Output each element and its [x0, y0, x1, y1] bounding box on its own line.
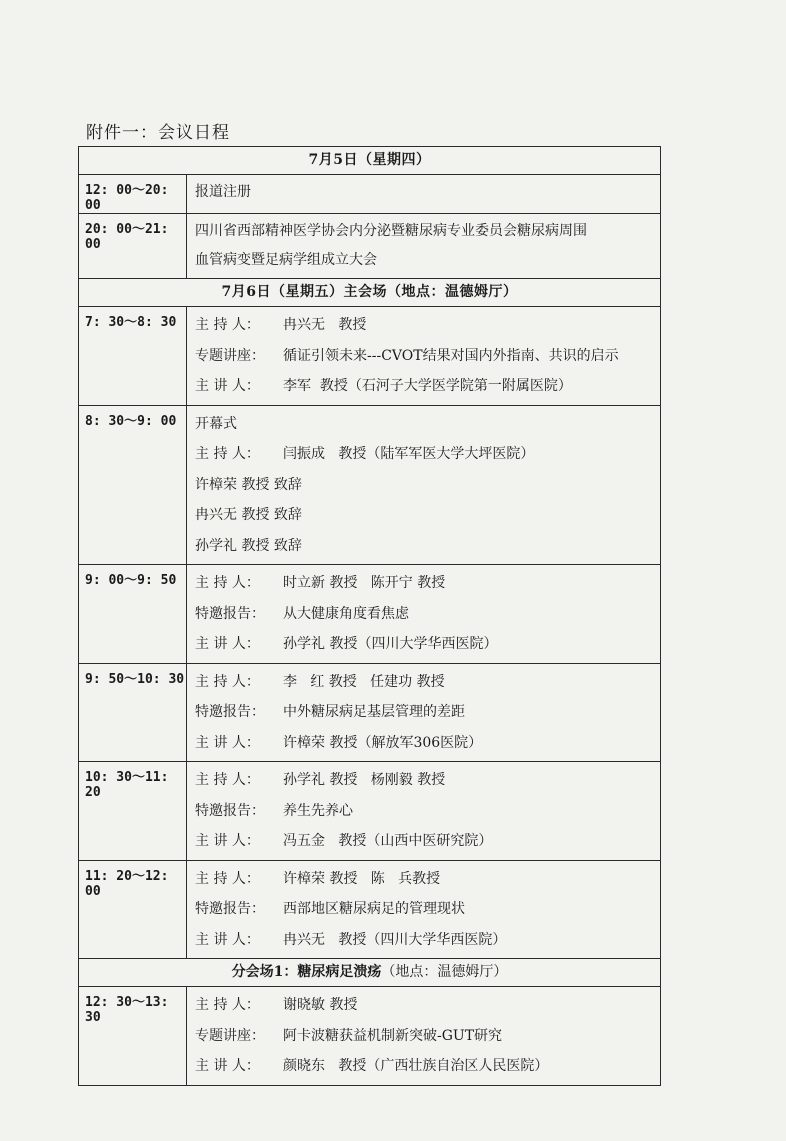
- schedule-table: [78, 146, 661, 1086]
- branch-location: （地点：温德姆厅）: [381, 964, 508, 980]
- item-label: 主 持 人：: [195, 772, 260, 788]
- item-value: 时立新 教授 陈开宁 教授: [283, 575, 446, 591]
- item-value: 孙学礼 教授 杨刚毅 教授: [283, 772, 446, 788]
- item-label: 主 持 人：: [195, 673, 260, 690]
- content-line: [195, 894, 660, 925]
- item-label: 主 持 人：: [195, 997, 260, 1013]
- schedule-row: [79, 565, 661, 664]
- schedule-row: [79, 405, 661, 565]
- item-value: 冉兴无 教授 致辞: [195, 507, 302, 523]
- content-line: [195, 1021, 660, 1052]
- time-slot: 9: 50～10: 30: [79, 663, 187, 762]
- session-content: [187, 663, 661, 762]
- item-label: 主 讲 人：: [195, 1058, 260, 1074]
- item-value: 孙学礼 教授 致辞: [195, 537, 302, 554]
- item-label: 主 讲 人：: [195, 833, 260, 849]
- item-value: 许樟荣 教授（解放军306医院）: [283, 734, 483, 751]
- day-header-row: [79, 147, 661, 175]
- content-line: [195, 531, 660, 562]
- item-value: 许樟荣 教授 陈 兵教授: [283, 870, 441, 887]
- content-line: [195, 439, 660, 470]
- time-slot: 8: 30～9: 00: [79, 405, 187, 565]
- item-value: 冉兴无 教授（四川大学华西医院）: [283, 931, 507, 948]
- time-slot: 12: 30～13: 30: [79, 987, 187, 1086]
- content-line: 四川省西部精神医学协会内分泌暨糖尿病专业委员会糖尿病周围: [195, 223, 587, 239]
- item-label: 专题讲座：: [195, 347, 265, 364]
- item-value: 冯五金 教授（山西中医研究院）: [283, 833, 493, 849]
- time-slot: 12: 00～20: 00: [79, 175, 187, 214]
- content-line: [195, 341, 660, 372]
- item-value: 许樟荣 教授 致辞: [195, 476, 302, 493]
- schedule-row: [79, 860, 661, 959]
- item-value: 从大健康角度看焦虑: [283, 605, 409, 622]
- content-line: [195, 409, 660, 440]
- session-content: [187, 175, 661, 214]
- content-line: [195, 568, 660, 599]
- session-content: [187, 214, 661, 279]
- item-label: 主 讲 人：: [195, 734, 260, 751]
- schedule-row: [79, 762, 661, 861]
- schedule-row: [79, 663, 661, 762]
- item-value: 孙学礼 教授（四川大学华西医院）: [283, 636, 498, 652]
- item-label: 主 讲 人：: [195, 931, 260, 948]
- time-slot: 11: 20～12: 00: [79, 860, 187, 959]
- item-value: 西部地区糖尿病足的管理现状: [283, 901, 465, 917]
- content-line: [195, 728, 660, 759]
- content-line: [195, 796, 660, 827]
- content-line: [195, 310, 660, 341]
- content-line: [195, 500, 660, 531]
- content-line: [195, 864, 660, 895]
- schedule-row: [79, 214, 661, 279]
- day-header-row: [79, 279, 661, 307]
- item-value: 李 红 教授 任建功 教授: [283, 673, 445, 690]
- branch-title: 分会场1：糖尿病足溃疡: [231, 964, 382, 980]
- item-value: 养生先养心: [283, 802, 353, 819]
- item-label: 主 持 人：: [195, 870, 260, 887]
- item-value: 循证引领未来---CVOT结果对国内外指南、共识的启示: [283, 347, 619, 364]
- item-label: 专题讲座：: [195, 1027, 265, 1044]
- document-title: 附件一：会议日程: [86, 123, 230, 143]
- schedule-row: [79, 987, 661, 1086]
- content-line: [195, 1051, 660, 1082]
- time-slot: 7: 30～8: 30: [79, 307, 187, 406]
- item-label: 主 持 人：: [195, 317, 260, 333]
- item-label: 主 讲 人：: [195, 636, 260, 652]
- item-label: 特邀报告：: [195, 605, 265, 622]
- day1-header: 7月5日（星期四）: [79, 147, 661, 175]
- content-line: [195, 990, 660, 1021]
- session-content: [187, 405, 661, 565]
- content-line: 报道注册: [195, 184, 251, 200]
- session-content: [187, 565, 661, 664]
- content-line: [195, 697, 660, 728]
- item-value: 李军 教授（石河子大学医学院第一附属医院）: [283, 378, 572, 394]
- item-label: 主 讲 人：: [195, 378, 260, 394]
- item-value: 谢晓敏 教授: [283, 997, 358, 1013]
- item-value: 中外糖尿病足基层管理的差距: [283, 704, 465, 720]
- item-label: 特邀报告：: [195, 704, 265, 720]
- item-label: 主 持 人：: [195, 575, 260, 591]
- section-header-row: [79, 959, 661, 987]
- content-line: [195, 826, 660, 857]
- item-value: 颜晓东 教授（广西壮族自治区人民医院）: [283, 1058, 549, 1074]
- content-line: [195, 371, 660, 402]
- item-label: 特邀报告：: [195, 802, 265, 819]
- session-content: [187, 762, 661, 861]
- content-line: [195, 470, 660, 501]
- content-line: [195, 925, 660, 956]
- day2-header: 7月6日（星期五）主会场（地点：温德姆厅）: [79, 279, 661, 307]
- item-value: 开幕式: [195, 415, 237, 432]
- item-label: 主 持 人：: [195, 446, 260, 462]
- time-slot: 9: 00～9: 50: [79, 565, 187, 664]
- item-label: 特邀报告：: [195, 901, 265, 917]
- session-content: [187, 307, 661, 406]
- content-line: [195, 599, 660, 630]
- schedule-row: [79, 175, 661, 214]
- session-content: [187, 987, 661, 1086]
- time-slot: 10: 30～11: 20: [79, 762, 187, 861]
- schedule-row: [79, 307, 661, 406]
- content-line: [195, 765, 660, 796]
- item-value: 冉兴无 教授: [283, 317, 367, 333]
- content-line: [195, 667, 660, 698]
- content-line: [195, 629, 660, 660]
- session-content: [187, 860, 661, 959]
- item-value: 闫振成 教授（陆军军医大学大坪医院）: [283, 446, 535, 462]
- content-line: 血管病变暨足病学组成立大会: [195, 252, 377, 268]
- item-value: 阿卡波糖获益机制新突破-GUT研究: [283, 1027, 503, 1044]
- time-slot: 20: 00～21: 00: [79, 214, 187, 279]
- branch-header: [79, 959, 661, 987]
